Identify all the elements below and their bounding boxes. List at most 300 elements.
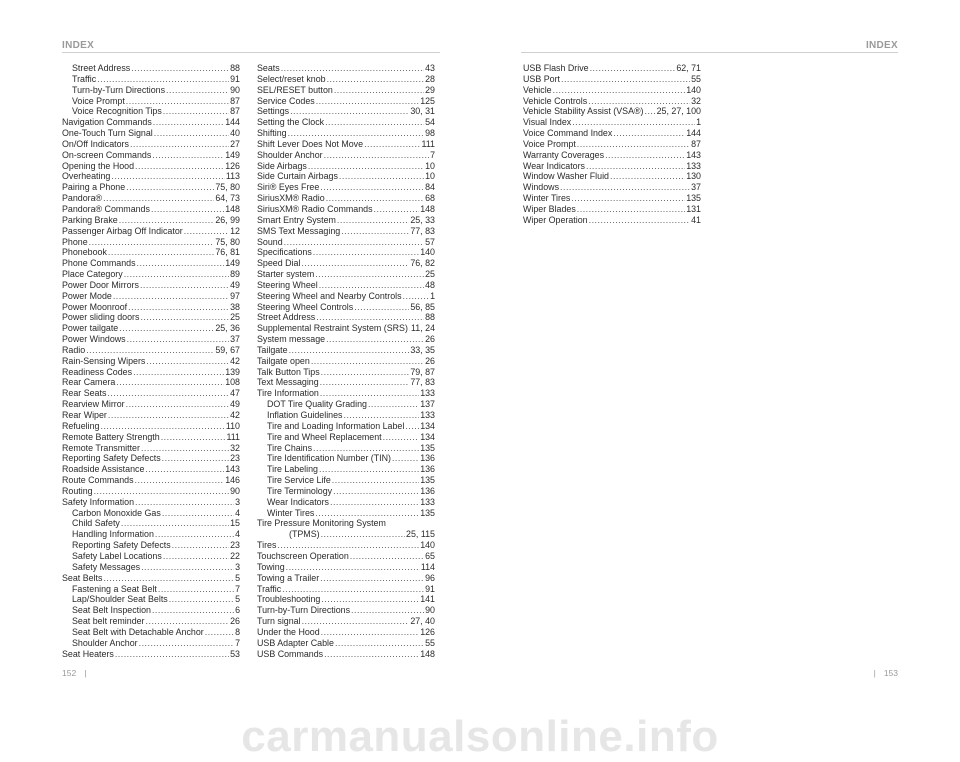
index-entry bbox=[62, 367, 240, 378]
entry-term: Power Door Mirrors bbox=[62, 279, 139, 290]
entry-page-number: 143 bbox=[686, 149, 701, 160]
entry-page-number: 25, 115 bbox=[406, 529, 435, 540]
index-entry bbox=[62, 312, 240, 323]
dot-leader bbox=[152, 150, 224, 161]
index-entry bbox=[62, 421, 240, 432]
entry-page-number: 25 bbox=[230, 312, 240, 323]
entry-term: Phone Commands bbox=[62, 258, 136, 269]
dot-leader bbox=[101, 421, 225, 432]
entry-term: Safety Messages bbox=[72, 561, 141, 572]
entry-term: Street Address bbox=[257, 312, 316, 323]
entry-page-number: 135 bbox=[420, 507, 435, 518]
dot-leader bbox=[139, 638, 234, 649]
entry-page-number: 136 bbox=[420, 464, 435, 475]
dot-leader bbox=[324, 649, 419, 660]
entry-term: Sound bbox=[257, 236, 283, 247]
entry-term: SiriusXM® Radio bbox=[257, 193, 325, 204]
entry-term: Reporting Safety Defects bbox=[62, 453, 161, 464]
entry-page-number: 1 bbox=[430, 290, 435, 301]
dot-leader bbox=[334, 85, 424, 96]
entry-page-number: 41 bbox=[691, 214, 701, 225]
entry-term: Wiper Blades bbox=[523, 203, 576, 214]
dot-leader bbox=[405, 421, 419, 432]
index-subentry bbox=[62, 562, 240, 573]
dot-leader bbox=[321, 367, 410, 378]
index-entry bbox=[257, 302, 435, 313]
entry-page-number: 75, 80 bbox=[215, 182, 240, 193]
dot-leader bbox=[282, 584, 424, 595]
index-entry bbox=[257, 627, 435, 638]
dot-leader bbox=[133, 367, 224, 378]
index-subentry bbox=[62, 508, 240, 519]
entry-term: Voice Prompt bbox=[523, 138, 576, 149]
index-entry bbox=[257, 85, 435, 96]
header-rule-left bbox=[62, 52, 440, 53]
dot-leader bbox=[319, 280, 424, 291]
index-subentry bbox=[62, 540, 240, 551]
index-subentry bbox=[257, 529, 435, 540]
entry-term: Fastening a Seat Belt bbox=[72, 583, 157, 594]
entry-page-number: 57 bbox=[425, 236, 435, 247]
dot-leader bbox=[321, 594, 419, 605]
entry-page-number: 7 bbox=[430, 149, 435, 160]
entry-page-number: 77, 83 bbox=[410, 377, 435, 388]
entry-page-number: 135 bbox=[420, 475, 435, 486]
entry-page-number: 49 bbox=[230, 279, 240, 290]
entry-page-number: 140 bbox=[420, 540, 435, 551]
entry-page-number: 26 bbox=[425, 334, 435, 345]
entry-term: Shifting bbox=[257, 128, 287, 139]
dot-leader bbox=[172, 540, 229, 551]
index-entry bbox=[62, 215, 240, 226]
index-entry bbox=[257, 291, 435, 302]
entry-term: Winter Tires bbox=[523, 193, 571, 204]
index-entry bbox=[257, 215, 435, 226]
dot-leader bbox=[115, 649, 229, 660]
entry-page-number: 29 bbox=[425, 84, 435, 95]
dot-leader bbox=[383, 432, 420, 443]
entry-term: Seat Heaters bbox=[62, 648, 114, 659]
index-entry bbox=[62, 182, 240, 193]
index-subentry bbox=[62, 518, 240, 529]
entry-term: Shoulder Anchor bbox=[72, 637, 138, 648]
entry-page-number: 133 bbox=[420, 410, 435, 420]
entry-term: Power Moonroof bbox=[62, 301, 128, 312]
entry-page-number: 108 bbox=[225, 377, 240, 388]
index-entry bbox=[523, 106, 701, 117]
dot-leader bbox=[588, 96, 690, 107]
entry-page-number: 137 bbox=[420, 399, 435, 410]
entry-term: USB Commands bbox=[257, 648, 324, 659]
entry-term: Side Curtain Airbags bbox=[257, 171, 338, 182]
dot-leader bbox=[289, 345, 410, 356]
index-subentry bbox=[62, 605, 240, 616]
entry-page-number: 133 bbox=[420, 496, 435, 507]
dot-leader bbox=[613, 128, 685, 139]
dot-leader bbox=[316, 312, 424, 323]
entry-page-number: 140 bbox=[420, 247, 435, 258]
index-subentry bbox=[257, 453, 435, 464]
dot-leader bbox=[560, 182, 690, 193]
dot-leader bbox=[301, 258, 409, 269]
entry-term: Speed Dial bbox=[257, 258, 301, 269]
dot-leader bbox=[392, 453, 419, 464]
entry-page-number: 90 bbox=[230, 84, 240, 95]
index-subentry bbox=[62, 594, 240, 605]
dot-leader bbox=[326, 193, 424, 204]
entry-term: SEL/RESET button bbox=[257, 84, 333, 95]
entry-term: Touchscreen Operation bbox=[257, 550, 349, 561]
entry-page-number: 30, 31 bbox=[410, 106, 435, 117]
entry-page-number: 134 bbox=[420, 431, 435, 442]
index-subentry bbox=[62, 638, 240, 649]
entry-term: Rain-Sensing Wipers bbox=[62, 355, 146, 366]
index-entry bbox=[257, 161, 435, 172]
entry-term: Voice Prompt bbox=[72, 95, 125, 106]
entry-page-number: 25 bbox=[425, 269, 435, 280]
dot-leader bbox=[155, 529, 234, 540]
dot-leader bbox=[330, 497, 419, 508]
dot-leader bbox=[313, 443, 419, 454]
entry-term: Settings bbox=[257, 106, 290, 117]
index-entry bbox=[257, 551, 435, 562]
entry-page-number: 114 bbox=[420, 561, 435, 572]
entry-page-number: 135 bbox=[420, 442, 435, 453]
entry-term: USB Port bbox=[523, 73, 560, 84]
index-entry bbox=[257, 117, 435, 128]
dot-leader bbox=[145, 464, 224, 475]
entry-term: Tailgate open bbox=[257, 355, 310, 366]
index-entry bbox=[257, 638, 435, 649]
dot-leader bbox=[586, 161, 685, 172]
entry-term: One-Touch Turn Signal bbox=[62, 128, 153, 139]
dot-leader bbox=[141, 443, 229, 454]
entry-page-number: 90 bbox=[425, 605, 435, 616]
entry-page-number: 87 bbox=[691, 138, 701, 149]
entry-page-number: 130 bbox=[686, 171, 701, 182]
entry-term: Remote Transmitter bbox=[62, 442, 140, 453]
entry-page-number: 5 bbox=[235, 572, 240, 583]
entry-page-number: 87 bbox=[230, 106, 240, 117]
entry-page-number: 111 bbox=[226, 431, 240, 442]
entry-term: Under the Hood bbox=[257, 626, 320, 637]
index-entry bbox=[257, 226, 435, 237]
entry-page-number: 15 bbox=[230, 518, 240, 529]
index-entry bbox=[523, 182, 701, 193]
entry-term: Vehicle Controls bbox=[523, 95, 588, 106]
dot-leader bbox=[154, 128, 229, 139]
index-entry bbox=[257, 74, 435, 85]
dot-leader bbox=[308, 161, 424, 172]
entry-term: Rear Camera bbox=[62, 377, 116, 388]
index-entry bbox=[257, 63, 435, 74]
entry-term: Smart Entry System bbox=[257, 214, 336, 225]
dot-leader bbox=[320, 573, 424, 584]
dot-leader bbox=[205, 627, 234, 638]
entry-term: Tire Labeling bbox=[267, 464, 318, 475]
entry-term: Rearview Mirror bbox=[62, 399, 125, 410]
entry-page-number: 43 bbox=[425, 63, 435, 73]
dot-leader bbox=[94, 486, 230, 497]
dot-leader bbox=[337, 215, 409, 226]
entry-page-number: 77, 83 bbox=[410, 225, 435, 236]
entry-term: Traffic bbox=[257, 583, 282, 594]
index-entry bbox=[62, 453, 240, 464]
entry-page-number: 8 bbox=[235, 626, 240, 637]
entry-page-number: 6 bbox=[235, 605, 240, 616]
index-entry bbox=[257, 247, 435, 258]
entry-page-number: 76, 81 bbox=[215, 247, 240, 258]
entry-page-number: 79, 87 bbox=[410, 366, 435, 377]
index-entry bbox=[62, 117, 240, 128]
index-entry bbox=[523, 63, 701, 74]
index-entry bbox=[257, 584, 435, 595]
dot-leader bbox=[281, 63, 424, 74]
dot-leader bbox=[320, 388, 419, 399]
dot-leader bbox=[126, 182, 214, 193]
dot-leader bbox=[108, 247, 214, 258]
entry-page-number: 32 bbox=[691, 95, 701, 106]
entry-page-number: 7 bbox=[235, 637, 240, 648]
entry-term: DOT Tire Quality Grading bbox=[267, 399, 367, 410]
entry-page-number: 4 bbox=[235, 507, 240, 518]
index-subentry bbox=[257, 508, 435, 519]
dot-leader bbox=[146, 356, 229, 367]
index-entry bbox=[62, 150, 240, 161]
entry-term: Carbon Monoxide Gas bbox=[72, 507, 161, 518]
dot-leader bbox=[121, 518, 229, 529]
entry-page-number: 10 bbox=[425, 171, 435, 182]
entry-term: Pandora® bbox=[62, 193, 103, 204]
entry-term: Seat Belts bbox=[62, 572, 103, 583]
entry-term: On-screen Commands bbox=[62, 149, 152, 160]
page-footer-right bbox=[866, 668, 898, 678]
header-rule-right bbox=[521, 52, 898, 53]
index-entry bbox=[62, 388, 240, 399]
entry-page-number: 53 bbox=[230, 648, 240, 659]
dot-leader bbox=[169, 594, 234, 605]
dot-leader bbox=[313, 247, 419, 258]
entry-page-number: 33, 35 bbox=[410, 344, 435, 355]
entry-page-number: 3 bbox=[235, 561, 240, 572]
entry-term: Remote Battery Strength bbox=[62, 431, 160, 442]
index-entry bbox=[257, 204, 435, 215]
index-entry bbox=[523, 171, 701, 182]
entry-term: Phone bbox=[62, 236, 88, 247]
dot-leader bbox=[140, 280, 229, 291]
dot-leader bbox=[302, 616, 410, 627]
index-entry bbox=[257, 323, 435, 334]
index-entry bbox=[257, 334, 435, 345]
dot-leader bbox=[577, 139, 690, 150]
entry-page-number: 148 bbox=[420, 203, 435, 214]
page-footer-left bbox=[62, 668, 94, 678]
index-entry bbox=[62, 356, 240, 367]
index-entry bbox=[257, 605, 435, 616]
entry-term: Pairing a Phone bbox=[62, 182, 126, 193]
entry-page-number: 139 bbox=[225, 366, 240, 377]
entry-term: Towing bbox=[257, 561, 285, 572]
index-entry bbox=[62, 649, 240, 660]
entry-term: Seats bbox=[257, 63, 280, 73]
entry-term: Visual Index bbox=[523, 117, 572, 128]
entry-page-number: 55 bbox=[691, 73, 701, 84]
entry-term: Tire Terminology bbox=[267, 485, 333, 496]
index-entry bbox=[523, 96, 701, 107]
entry-page-number: 87 bbox=[230, 95, 240, 106]
index-entry bbox=[257, 377, 435, 388]
entry-page-number: 12 bbox=[230, 225, 240, 236]
footer-separator: | bbox=[84, 668, 87, 678]
entry-page-number: 23 bbox=[230, 540, 240, 551]
entry-term: Wiper Operation bbox=[523, 214, 588, 225]
entry-term: SiriusXM® Radio Commands bbox=[257, 203, 373, 214]
dot-leader bbox=[152, 605, 234, 616]
entry-page-number: 131 bbox=[686, 203, 701, 214]
index-entry bbox=[257, 518, 435, 529]
entry-page-number: 89 bbox=[230, 269, 240, 280]
entry-term: Rear Seats bbox=[62, 388, 107, 399]
index-entry bbox=[257, 312, 435, 323]
entry-page-number: 27, 40 bbox=[410, 616, 435, 627]
entry-term: Readiness Codes bbox=[62, 366, 133, 377]
page-number-right: 153 bbox=[883, 668, 898, 678]
index-entry bbox=[523, 85, 701, 96]
entry-page-number: 7 bbox=[235, 583, 240, 594]
index-entry bbox=[257, 280, 435, 291]
dot-leader bbox=[320, 182, 424, 193]
entry-term: Windows bbox=[523, 182, 560, 193]
entry-term: Service Codes bbox=[257, 95, 315, 106]
dot-leader bbox=[368, 399, 419, 410]
index-entry bbox=[62, 302, 240, 313]
dot-leader bbox=[166, 85, 229, 96]
entry-page-number: 91 bbox=[230, 73, 240, 84]
entry-term: Routing bbox=[62, 485, 93, 496]
dot-leader bbox=[277, 540, 419, 551]
dot-leader bbox=[135, 161, 224, 172]
dot-leader bbox=[344, 410, 420, 421]
dot-leader bbox=[158, 584, 234, 595]
index-entry bbox=[62, 475, 240, 486]
index-entry bbox=[257, 171, 435, 182]
entry-page-number: 37 bbox=[230, 334, 240, 345]
index-entry bbox=[62, 237, 240, 248]
entry-term: Tire Chains bbox=[267, 442, 313, 453]
dot-leader bbox=[162, 508, 234, 519]
dot-leader bbox=[97, 74, 229, 85]
index-subentry bbox=[257, 410, 435, 421]
entry-page-number: 54 bbox=[425, 117, 435, 128]
entry-term: Safety Information bbox=[62, 496, 135, 507]
index-subentry bbox=[62, 106, 240, 117]
entry-page-number: 144 bbox=[225, 117, 240, 128]
index-entry bbox=[62, 269, 240, 280]
dot-leader bbox=[111, 171, 224, 182]
index-subentry bbox=[62, 616, 240, 627]
entry-term: Talk Button Tips bbox=[257, 366, 320, 377]
index-entry bbox=[62, 193, 240, 204]
index-entry bbox=[257, 139, 435, 150]
index-subentry bbox=[62, 529, 240, 540]
dot-leader bbox=[137, 258, 225, 269]
index-entry bbox=[257, 193, 435, 204]
entry-term: Refueling bbox=[62, 420, 100, 431]
entry-page-number: 26 bbox=[425, 355, 435, 366]
dot-leader bbox=[163, 551, 229, 562]
entry-page-number: 136 bbox=[420, 485, 435, 496]
entry-page-number: 25, 36 bbox=[215, 323, 240, 334]
entry-page-number: 134 bbox=[420, 420, 435, 431]
dot-leader bbox=[124, 269, 229, 280]
entry-page-number: 91 bbox=[425, 583, 435, 594]
entry-term: Turn signal bbox=[257, 616, 301, 627]
entry-page-number: 3 bbox=[235, 496, 240, 507]
dot-leader bbox=[335, 638, 424, 649]
entry-page-number: 68 bbox=[425, 193, 435, 204]
entry-page-number: 143 bbox=[225, 464, 240, 475]
dot-leader bbox=[403, 291, 430, 302]
dot-leader bbox=[571, 193, 685, 204]
dot-leader bbox=[103, 573, 234, 584]
dot-leader bbox=[127, 334, 230, 345]
dot-leader bbox=[354, 302, 409, 313]
dot-leader bbox=[316, 96, 419, 107]
entry-page-number: 141 bbox=[420, 594, 435, 605]
index-entry bbox=[257, 258, 435, 269]
dot-leader bbox=[89, 237, 215, 248]
index-entry bbox=[62, 128, 240, 139]
index-entry bbox=[62, 497, 240, 508]
entry-page-number: 28 bbox=[425, 73, 435, 84]
dot-leader bbox=[290, 106, 409, 117]
dot-leader bbox=[320, 377, 410, 388]
entry-page-number: 90 bbox=[230, 485, 240, 496]
index-column-2 bbox=[257, 63, 435, 659]
page-header-left: INDEX bbox=[62, 40, 95, 51]
dot-leader bbox=[315, 508, 419, 519]
entry-term: Side Airbags bbox=[257, 160, 307, 171]
entry-term: Shift Lever Does Not Move bbox=[257, 138, 364, 149]
entry-term: Warranty Coverages bbox=[523, 149, 605, 160]
index-entry bbox=[62, 377, 240, 388]
entry-term: Select/reset knob bbox=[257, 73, 326, 84]
entry-page-number: 88 bbox=[425, 312, 435, 323]
entry-page-number: 98 bbox=[425, 128, 435, 139]
entry-term: Tire and Loading Information Label bbox=[267, 420, 405, 431]
entry-page-number: 111 bbox=[421, 138, 435, 149]
index-entry bbox=[257, 96, 435, 107]
entry-page-number: 113 bbox=[225, 171, 240, 182]
index-entry bbox=[62, 443, 240, 454]
index-entry bbox=[257, 562, 435, 573]
index-entry bbox=[62, 399, 240, 410]
index-entry bbox=[62, 334, 240, 345]
dot-leader bbox=[146, 616, 230, 627]
entry-page-number: 126 bbox=[420, 626, 435, 637]
dot-leader bbox=[128, 302, 229, 313]
entry-term: Towing a Trailer bbox=[257, 572, 320, 583]
dot-leader bbox=[590, 63, 676, 74]
dot-leader bbox=[572, 117, 695, 128]
entry-term: Reporting Safety Defects bbox=[72, 540, 171, 551]
entry-page-number: 25, 27, 100 bbox=[656, 106, 701, 117]
entry-term: Setting the Clock bbox=[257, 117, 325, 128]
entry-term: Place Category bbox=[62, 269, 123, 280]
index-subentry bbox=[62, 584, 240, 595]
index-subentry bbox=[62, 627, 240, 638]
index-entry bbox=[257, 388, 435, 399]
